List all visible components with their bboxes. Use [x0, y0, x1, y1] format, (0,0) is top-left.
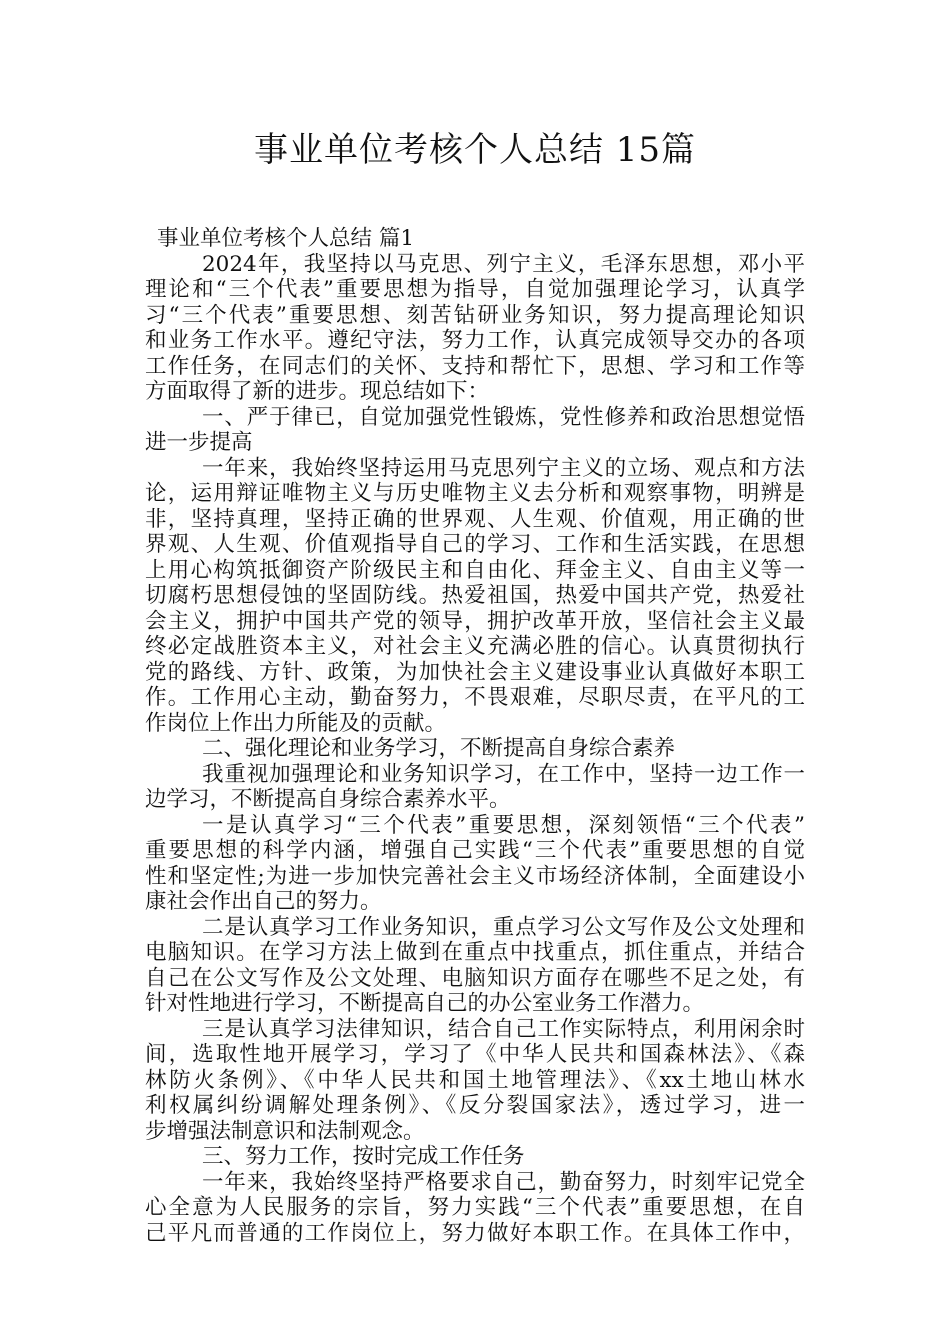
body-text-line: 三、努力工作，按时完成工作任务 — [202, 1144, 525, 1169]
body-text-line: 和业务工作水平。遵纪守法，努力工作，认真完成领导交办的各项 — [145, 328, 805, 353]
body-text-line: 习“三个代表”重要思想、刻苦钻研业务知识，努力提高理论知识 — [145, 302, 805, 328]
body-text-line: 我重视加强理论和业务知识学习，在工作中，坚持一边工作一 — [202, 761, 805, 787]
document-title: 事业单位考核个人总结 15篇 — [253, 130, 697, 170]
body-text-line: 自己在公文写作及公文处理、电脑知识方面存在哪些不足之处，有 — [145, 965, 805, 991]
body-text-line: 论，运用辩证唯物主义与历史唯物主义去分析和观察事物，明辨是 — [145, 481, 805, 506]
body-text-line: 边学习，不断提高自身综合素养水平。 — [145, 787, 511, 812]
body-text-line: 二是认真学习工作业务知识，重点学习公文写作及公文处理和 — [202, 914, 805, 940]
body-text-line: 康社会作出自己的努力。 — [145, 889, 382, 914]
body-text-line: 重要思想的科学内涵，增强自己实践“三个代表”重要思想的自觉 — [145, 838, 805, 863]
body-text-line: 林防火条例》、《中华人民共和国土地管理法》、《xx土地山林水 — [145, 1067, 805, 1093]
body-text-line: 心全意为人民服务的宗旨，努力实践“三个代表”重要思想，在自 — [145, 1195, 805, 1220]
body-text-line: 一年来，我始终坚持严格要求自己，勤奋努力，时刻牢记党全 — [202, 1169, 805, 1195]
body-text-line: 步增强法制意识和法制观念。 — [145, 1118, 425, 1144]
body-text-line: 终必定战胜资本主义，对社会主义充满必胜的信心。认真贯彻执行 — [145, 634, 805, 659]
body-text-line: 进一步提高 — [145, 430, 253, 455]
body-text-line: 方面取得了新的进步。现总结如下： — [145, 379, 490, 404]
body-text-line: 工作任务，在同志们的关怀、支持和帮忙下，思想、学习和工作等 — [145, 353, 805, 379]
body-text-line: 作岗位上作出力所能及的贡献。 — [145, 710, 447, 736]
body-text-line: 非，坚持真理，坚持正确的世界观、人生观、价值观，用正确的世 — [145, 506, 805, 532]
body-text-line: 理论和“三个代表”重要思想为指导，自觉加强理论学习，认真学 — [145, 277, 805, 302]
body-text-line: 2024年，我坚持以马克思、列宁主义，毛泽东思想，邓小平 — [202, 251, 805, 277]
body-text-line: 一年来，我始终坚持运用马克思列宁主义的立场、观点和方法 — [202, 455, 805, 481]
body-text-line: 作。工作用心主动，勤奋努力，不畏艰难，尽职尽责，在平凡的工 — [145, 685, 805, 710]
body-text-line: 性和坚定性;为进一步加快完善社会主义市场经济体制，全面建设小 — [145, 863, 805, 889]
body-text-line: 上用心构筑抵御资产阶级民主和自由化、拜金主义、自由主义等一 — [145, 557, 805, 583]
body-text-line: 切腐朽思想侵蚀的坚固防线。热爱祖国，热爱中国共产党，热爱社 — [145, 583, 805, 608]
body-text-line: 会主义，拥护中国共产党的领导，拥护改革开放，坚信社会主义最 — [145, 608, 805, 634]
section-heading: 事业单位考核个人总结 篇1 — [157, 226, 415, 251]
document-body — [145, 226, 805, 1246]
body-text-line: 利权属纠纷调解处理条例》、《反分裂国家法》，透过学习，进一 — [145, 1093, 805, 1118]
body-text-line: 界观、人生观、价值观指导自己的学习、工作和生活实践，在思想 — [145, 532, 805, 557]
body-text-line: 己平凡而普通的工作岗位上，努力做好本职工作。在具体工作中， — [145, 1220, 805, 1246]
body-text-line: 电脑知识。在学习方法上做到在重点中找重点，抓住重点，并结合 — [145, 940, 805, 965]
body-text-line: 一是认真学习“三个代表”重要思想，深刻领悟“三个代表” — [202, 812, 805, 838]
body-text-line: 一、严于律已，自觉加强党性锻炼，党性修养和政治思想觉悟 — [202, 404, 805, 430]
body-text-line: 三是认真学习法律知识，结合自己工作实际特点，利用闲余时 — [202, 1016, 805, 1042]
body-text-line: 针对性地进行学习，不断提高自己的办公室业务工作潜力。 — [145, 991, 705, 1016]
body-text-line: 党的路线、方针、政策，为加快社会主义建设事业认真做好本职工 — [145, 659, 805, 685]
body-text-line: 二、强化理论和业务学习，不断提高自身综合素养 — [202, 736, 676, 761]
body-text-line: 间，选取性地开展学习，学习了《中华人民共和国森林法》、《森 — [145, 1042, 805, 1067]
